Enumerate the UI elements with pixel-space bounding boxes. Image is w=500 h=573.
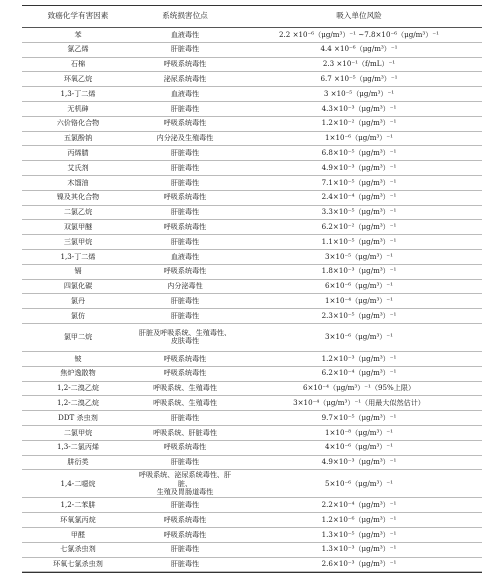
factor-cell: 丙烯腈 — [67, 148, 89, 158]
risk-cell: 2.2×10⁻⁴（μg/m³）⁻¹ — [321, 499, 397, 509]
site-cell: 肝脏毒性 — [170, 162, 200, 172]
table-row — [22, 117, 482, 132]
site-cell: 呼吸系统毒性 — [163, 368, 207, 378]
risk-cell: 2.4×10⁻⁴（μg/m³）⁻¹ — [321, 192, 397, 202]
table-row — [22, 528, 482, 543]
site-cell: 呼吸系统、肝脏毒性 — [153, 427, 217, 437]
factor-cell: 1,2-二苯肼 — [60, 499, 96, 509]
site-cell: 呼吸系统毒性 — [163, 353, 207, 363]
factor-cell: 二氯乙烷 — [63, 207, 93, 217]
factor-cell: 苯 — [74, 29, 82, 39]
site-cell: 肝脏毒性 — [170, 499, 200, 509]
risk-cell: 6.2×10⁻⁴（μg/m³）⁻¹ — [321, 368, 397, 378]
table-row — [22, 280, 482, 295]
risk-cell: 1.2×10⁻⁶（μg/m³）⁻¹ — [321, 514, 397, 524]
factor-cell: 艾氏剂 — [67, 162, 89, 172]
site-cell: 泌尿系统毒性 — [163, 74, 207, 84]
risk-cell: 1×10⁻⁴（μg/m³）⁻¹ — [325, 295, 393, 305]
factor-cell: 石棉 — [70, 59, 86, 69]
table-row — [22, 191, 482, 206]
table-row — [22, 235, 482, 250]
site-cell: 血液毒性 — [170, 251, 200, 261]
risk-cell: 1.1×10⁻⁵（μg/m³）⁻¹ — [321, 236, 397, 246]
table-body — [22, 28, 482, 572]
site-cell: 呼吸系统毒性 — [163, 442, 207, 452]
site-cell: 呼吸系统、生殖毒性 — [153, 397, 217, 407]
factor-cell: 双氯甲醚 — [63, 222, 93, 231]
risk-cell: 3×10⁻⁵（μg/m³）⁻¹ — [325, 251, 393, 261]
factor-cell: 1,3-丁二烯 — [60, 251, 96, 261]
risk-cell: 2.6×10⁻³（μg/m³）⁻¹ — [321, 559, 397, 569]
table-row — [22, 87, 482, 102]
site-cell: 呼吸系统、泌尿系统毒性、肝脏、 生殖及胃肠道毒性 — [138, 470, 232, 497]
table-row — [22, 352, 482, 367]
factor-cell: DDT 杀虫剂 — [58, 412, 98, 422]
risk-cell: 6×10⁻⁴（μg/m³）⁻¹（95%上限） — [302, 383, 416, 393]
risk-cell: 2.2 ×10⁻⁶（μg/m³）⁻¹ ~7.8×10⁻⁶（μg/m³）⁻¹ — [279, 29, 439, 39]
risk-cell: 2.3 ×10⁻¹（f/mL）⁻¹ — [322, 59, 396, 69]
site-cell: 内分泌毒性 — [167, 281, 203, 291]
table-row — [22, 250, 482, 265]
table-row — [22, 382, 482, 397]
site-cell: 肝脏毒性 — [170, 457, 200, 467]
factor-cell: 氯丹 — [70, 295, 86, 305]
factor-cell: 肼衍类 — [67, 457, 89, 467]
site-cell: 呼吸系统、生殖毒性 — [153, 383, 217, 393]
factor-cell: 1,2-二溴乙烷 — [56, 397, 100, 407]
risk-cell: 4.9×10⁻³（μg/m³）⁻¹ — [321, 457, 397, 467]
risk-cell: 1.2×10⁻³（μg/m³）⁻¹ — [321, 353, 397, 363]
header-factor: 致癌化学有害因素 — [47, 11, 109, 21]
risk-cell: 2.3×10⁻⁵（μg/m³）⁻¹ — [321, 310, 397, 320]
site-cell: 肝脏毒性 — [170, 310, 200, 320]
table-row — [22, 441, 482, 456]
table-row — [22, 396, 482, 411]
table-row — [22, 58, 482, 73]
factor-cell: 镍及其化合物 — [56, 192, 100, 202]
risk-cell: 1.3×10⁻⁵（μg/m³）⁻¹ — [321, 529, 397, 539]
table-row — [22, 543, 482, 558]
header-risk: 吸入单位风险 — [336, 11, 382, 21]
factor-cell: 铍 — [74, 353, 82, 363]
table-row — [22, 161, 482, 176]
factor-cell: 1,3-丁二烯 — [60, 88, 96, 98]
factor-cell: 三氯甲烷 — [63, 236, 93, 246]
factor-cell: 环氧乙烷 — [63, 74, 93, 84]
factor-cell: 甲醛 — [70, 529, 86, 539]
risk-cell: 3×10⁻⁴（μg/m³）⁻¹（用最大似然估计） — [293, 397, 425, 407]
site-cell: 肝脏毒性 — [170, 544, 200, 554]
risk-cell: 1×10⁻⁶（μg/m³）⁻¹ — [325, 133, 393, 143]
site-cell: 呼吸系统毒性 — [163, 266, 207, 276]
site-cell: 肝脏毒性 — [170, 148, 200, 158]
factor-cell: 环氧七氯杀虫剂 — [53, 559, 103, 569]
factor-cell: 1,2-二溴乙烷 — [56, 383, 100, 393]
table-row — [22, 132, 482, 147]
factor-cell: 六价铬化合物 — [56, 118, 100, 128]
site-cell: 肝脏毒性 — [170, 236, 200, 246]
factor-cell: 氯仿 — [70, 310, 86, 320]
table-row — [22, 72, 482, 87]
factor-cell: 焦炉逸散物 — [60, 368, 96, 378]
site-cell: 肝脏毒性 — [170, 295, 200, 305]
site-cell: 肝脏毒性 — [170, 207, 200, 217]
table-row — [22, 146, 482, 161]
risk-cell: 7.1×10⁻⁵（μg/m³）⁻¹ — [321, 177, 397, 187]
factor-cell: 1,4-二噁烷 — [60, 478, 96, 488]
table-row — [22, 294, 482, 309]
header-site: 系统损害位点 — [162, 11, 208, 21]
site-cell: 呼吸系统毒性 — [163, 192, 207, 202]
table-row — [22, 265, 482, 280]
site-cell: 肝脏及呼吸系统、生殖毒性、 皮肤毒性 — [138, 327, 232, 346]
table-row — [22, 456, 482, 471]
risk-cell: 6.2×10⁻²（μg/m³）⁻¹ — [321, 222, 397, 231]
site-cell: 呼吸系统毒性 — [163, 59, 207, 69]
table-row — [22, 470, 482, 498]
risk-cell: 3 ×10⁻⁵（μg/m³）⁻¹ — [323, 88, 395, 98]
risk-cell: 3.3×10⁻⁵（μg/m³）⁻¹ — [321, 207, 397, 217]
site-cell: 呼吸系统毒性 — [163, 514, 207, 524]
site-cell: 肝脏毒性 — [170, 44, 200, 54]
risk-cell: 4.9×10⁻³（μg/m³）⁻¹ — [321, 162, 397, 172]
risk-cell: 6×10⁻⁶（μg/m³）⁻¹ — [325, 281, 393, 291]
factor-cell: 无机砷 — [67, 103, 89, 113]
risk-cell: 4.3×10⁻³（μg/m³）⁻¹ — [321, 103, 397, 113]
risk-cell: 1.3×10⁻³（μg/m³）⁻¹ — [321, 544, 397, 554]
table-row — [22, 309, 482, 324]
table-row — [22, 43, 482, 58]
site-cell: 肝脏毒性 — [170, 177, 200, 187]
table-row — [22, 367, 482, 382]
site-cell: 血液毒性 — [170, 88, 200, 98]
table-row — [22, 102, 482, 117]
risk-cell: 1.2×10⁻²（μg/m³）⁻¹ — [321, 118, 397, 128]
risk-table — [22, 5, 482, 573]
risk-cell: 5×10⁻⁶（μg/m³）⁻¹ — [325, 478, 393, 488]
site-cell: 肝脏毒性 — [170, 559, 200, 569]
risk-cell: 9.7×10⁻⁵（μg/m³）⁻¹ — [321, 412, 397, 422]
table-row — [22, 206, 482, 221]
risk-cell: 6.7 ×10⁻⁵（μg/m³）⁻¹ — [320, 74, 398, 84]
factor-cell: 木馏油 — [67, 177, 89, 187]
factor-cell: 1,3-二氯丙烯 — [56, 442, 100, 452]
risk-cell: 1.8×10⁻³（μg/m³）⁻¹ — [321, 266, 397, 276]
site-cell: 呼吸系统毒性 — [163, 529, 207, 539]
factor-cell: 二氯甲烷 — [63, 427, 93, 437]
factor-cell: 氯乙烯 — [67, 44, 89, 54]
site-cell: 肝脏毒性 — [170, 412, 200, 422]
risk-cell: 3×10⁻⁶（μg/m³）⁻¹ — [325, 332, 393, 342]
risk-cell: 4.4 ×10⁻⁶（μg/m³）⁻¹ — [320, 44, 398, 54]
site-cell: 血液毒性 — [170, 29, 200, 39]
table-row — [22, 220, 482, 235]
table-header — [22, 6, 482, 28]
table-row — [22, 411, 482, 426]
table-row — [22, 176, 482, 191]
factor-cell: 镉 — [74, 266, 82, 276]
factor-cell: 环氧氯丙烷 — [60, 514, 96, 524]
table-row — [22, 426, 482, 441]
site-cell: 肝脏毒性 — [170, 103, 200, 113]
site-cell: 呼吸系统毒性 — [163, 118, 207, 128]
factor-cell: 氯甲二烷 — [63, 332, 93, 342]
risk-cell: 6.8×10⁻⁵（μg/m³）⁻¹ — [321, 148, 397, 158]
site-cell: 呼吸系统毒性 — [163, 222, 207, 231]
risk-cell: 1×10⁻⁸（μg/m³）⁻¹ — [325, 427, 393, 437]
table-row — [22, 28, 482, 43]
factor-cell: 四氯化碳 — [63, 281, 93, 291]
factor-cell: 五氯酚钠 — [63, 133, 93, 143]
factor-cell: 七氯杀虫剂 — [60, 544, 96, 554]
table-row — [22, 513, 482, 528]
table-row — [22, 324, 482, 352]
risk-cell: 4×10⁻⁶（μg/m³）⁻¹ — [325, 442, 393, 452]
table-row — [22, 558, 482, 573]
site-cell: 内分泌及生殖毒性 — [156, 133, 214, 143]
table-row — [22, 498, 482, 513]
